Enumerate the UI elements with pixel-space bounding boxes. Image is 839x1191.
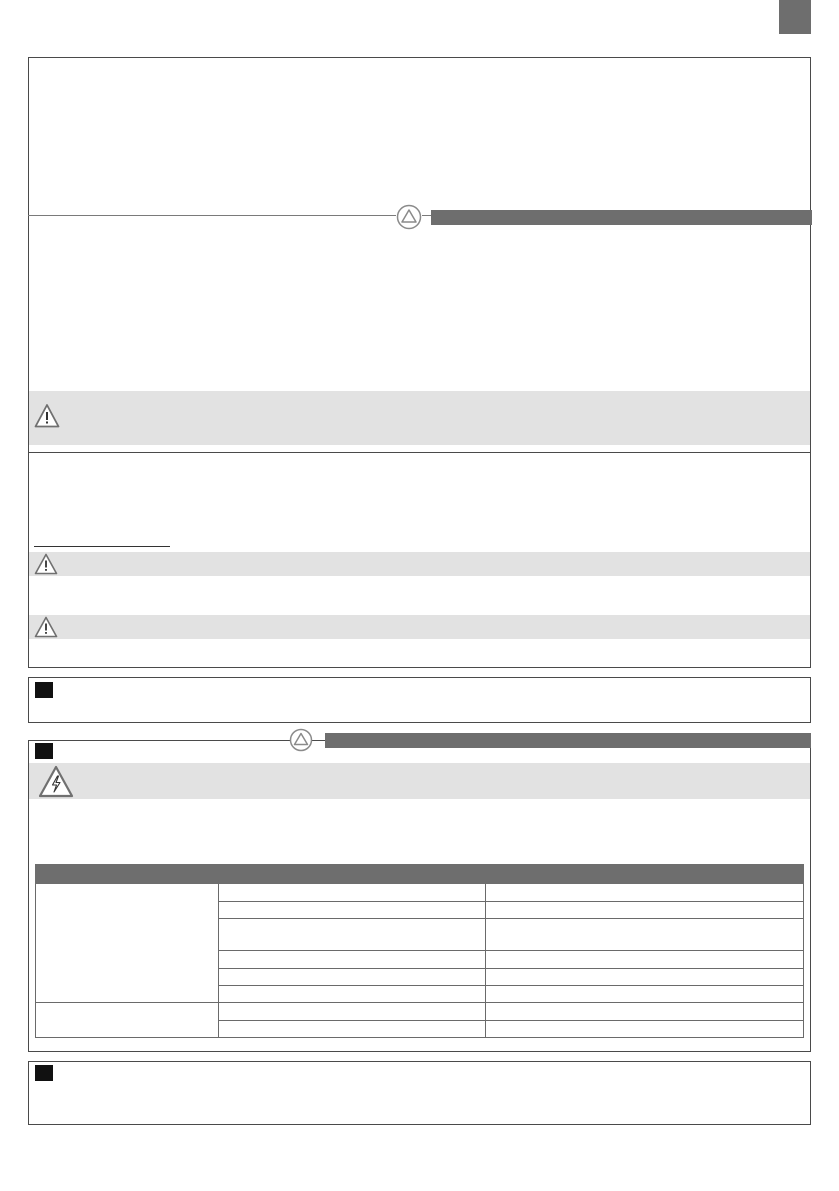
circle-triangle-icon <box>289 728 313 752</box>
table-header-cell <box>36 865 219 884</box>
black-square-icon <box>35 1065 53 1081</box>
table-header-row <box>36 865 804 884</box>
table-group-cell-2 <box>36 1003 219 1038</box>
electric-hazard-band <box>29 763 810 799</box>
specification-table <box>35 864 804 1038</box>
table-cell <box>486 1021 804 1038</box>
circle-triangle-icon <box>396 204 422 230</box>
step-box-c <box>28 1061 811 1125</box>
table-cell <box>219 884 486 902</box>
table-row <box>36 884 804 902</box>
table-cell <box>219 1003 486 1021</box>
black-square-icon <box>35 682 53 698</box>
table-cell <box>486 1003 804 1021</box>
chapter-divider-line-2 <box>28 740 288 741</box>
table-cell <box>486 884 804 902</box>
warning-band-1 <box>29 391 810 445</box>
chapter-header-bar-1 <box>431 210 812 225</box>
table-header-cell <box>486 865 804 884</box>
chapter-header-bar-2 <box>325 733 811 748</box>
step-box-a <box>28 677 811 723</box>
table-cell <box>486 969 804 986</box>
black-square-icon <box>35 743 53 759</box>
page-corner-tab <box>779 0 811 34</box>
table-group-cell-1 <box>36 884 219 1003</box>
chapter-divider-line-1 <box>28 215 396 216</box>
table-cell <box>219 902 486 919</box>
table-cell <box>219 1021 486 1038</box>
table-cell <box>219 986 486 1003</box>
lightning-warning-icon <box>38 765 74 798</box>
warning-triangle-icon <box>34 403 60 429</box>
table-cell <box>486 919 804 951</box>
table-cell <box>219 951 486 969</box>
table-row <box>36 1003 804 1021</box>
table-cell <box>219 969 486 986</box>
section-box-2 <box>28 452 811 668</box>
table-cell <box>486 951 804 969</box>
table-cell <box>219 919 486 951</box>
table-cell <box>486 986 804 1003</box>
table-cell <box>486 902 804 919</box>
table-header-cell <box>219 865 486 884</box>
